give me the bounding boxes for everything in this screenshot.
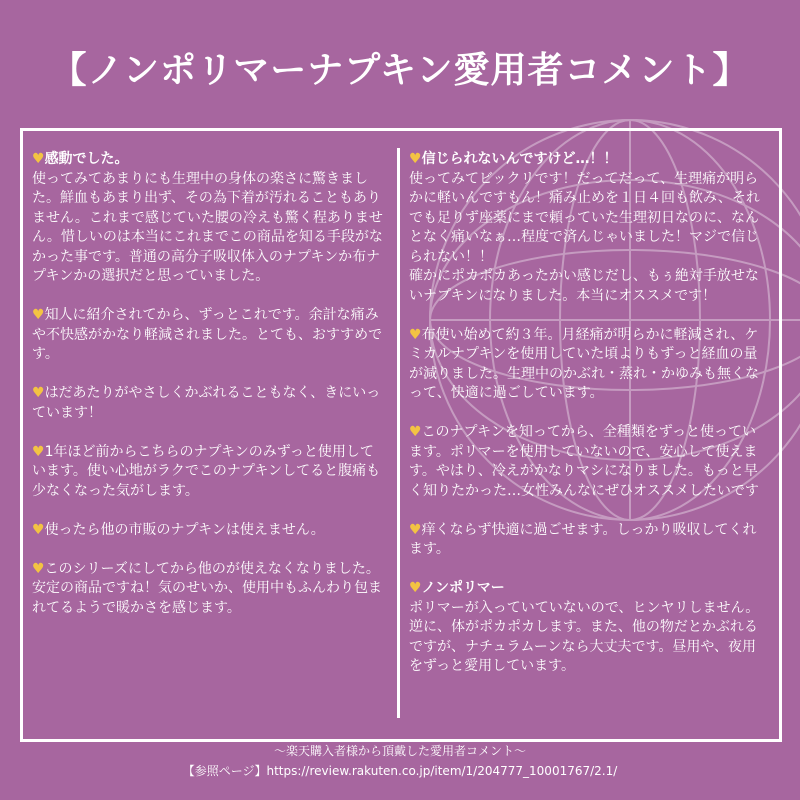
comment-item [409,521,766,560]
heart-icon: ♥ [409,326,422,343]
comment-body: ポリマーが入っていていないので、ヒンヤリしません。逆に、体がポカポカします。また、他の物だとかぶれるですが、ナチュラムーンなら大丈夫です。昼用や、夜用をずっと愛用しています。 [409,599,760,674]
comment-heading: 信じられないんですけど…！！ [421,151,618,167]
comment-item [409,579,766,677]
comment-body: このシリーズにしてから他のが使えなくなりました。安定の商品ですね！気のせいか、使用中もふんわり包まれてるようで暖かさを感じます。 [32,560,382,616]
heart-icon: ♥ [409,580,422,596]
right-comments-column [409,150,766,696]
comment-body: 使ってみてあまりにも生理中の身体の楽さに驚きました。鮮血もあまり出ず、その為下着が汚れることもありません。これまで感じていた腰の冷えも驚く程ありません。惜しいのは本当にこれまでこの商品を知る手段がなかった事です。普通の高分子吸収体入のナプキンか布ナプキンかの選択だと思っていました。 [32,170,383,284]
footer-reference: 【参照ページ】https://review.rakuten.co.jp/item/1/204777_10001767/2.1/ [182,764,618,778]
comment-body: はだあたりがやさしくかぶれることもなく、きにいっています！ [32,385,381,421]
comment-item [32,306,387,365]
comment-heading: ノンポリマー [421,580,505,596]
heart-icon: ♥ [409,151,422,167]
heart-icon: ♥ [32,443,45,460]
heart-icon: ♥ [409,424,422,440]
comment-body: 1年ほど前からこちらのナプキンのみずっと使用しています。使い心地がラクでこのナプキンしてると腹痛も少なくなった気がします。 [32,443,381,499]
heart-icon: ♥ [32,151,45,167]
footer-caption: 〜楽天購入者様から頂戴した愛用者コメント〜 [273,744,526,758]
comment-item [409,150,766,306]
comment-body: 知人に紹介されてから、ずっとこれです。余計な痛みや不快感がかなり軽減されました。とても、おすすめです。 [32,307,383,362]
comment-item [32,560,387,619]
heart-icon: ♥ [409,521,422,538]
heart-icon: ♥ [32,560,45,577]
comment-heading: 感動でした。 [44,151,129,167]
left-comments-column [32,150,387,638]
comment-item [32,150,387,287]
comment-body: このナプキンを知ってから、全種類をずっと使っています。ポリマーを使用していないので、安心して使えます。やはり、冷えがかなりマシになりました。もっと早く知りたかった…女性みんなにぜひオススメしたいです [409,424,759,499]
comment-item [32,443,387,502]
comment-body: 使ったら他の市販のナプキンは使えません。 [44,521,325,538]
comment-item [32,384,387,423]
heart-icon: ♥ [32,307,45,323]
heart-icon: ♥ [32,521,45,538]
comment-body: 痒くならず快適に過ごせます。しっかり吸収してくれます。 [409,521,757,557]
comment-body: 使ってみてビックリです！だってだって、生理痛が明らかに軽いんですもん！痛み止めを１日４回も飲み、それでも足りず座薬にまで頼っていた生理初日なのに、なんとなく痛いなぁ…程度で済んじゃいました！マジで信じられない！！ 確かにポカポカあったかい感じだし、もぅ絶対手放せないナプキンになりました。本当にオススメです！ [409,170,760,304]
comment-item [409,326,766,404]
page-title: 【ノンポリマーナプキン愛用者コメント】 [50,50,750,91]
comment-body: 布使い始めて約３年。月経痛が明らかに軽減され、ケミカルナプキンを使用していた頃よりもずっと経血の量が減りました。生理中のかぶれ・蒸れ・かゆみも無くなって、快適に過ごしています。 [409,326,759,401]
comment-item [409,423,766,501]
column-divider [397,148,400,718]
heart-icon: ♥ [32,385,45,401]
comment-item [32,521,387,541]
